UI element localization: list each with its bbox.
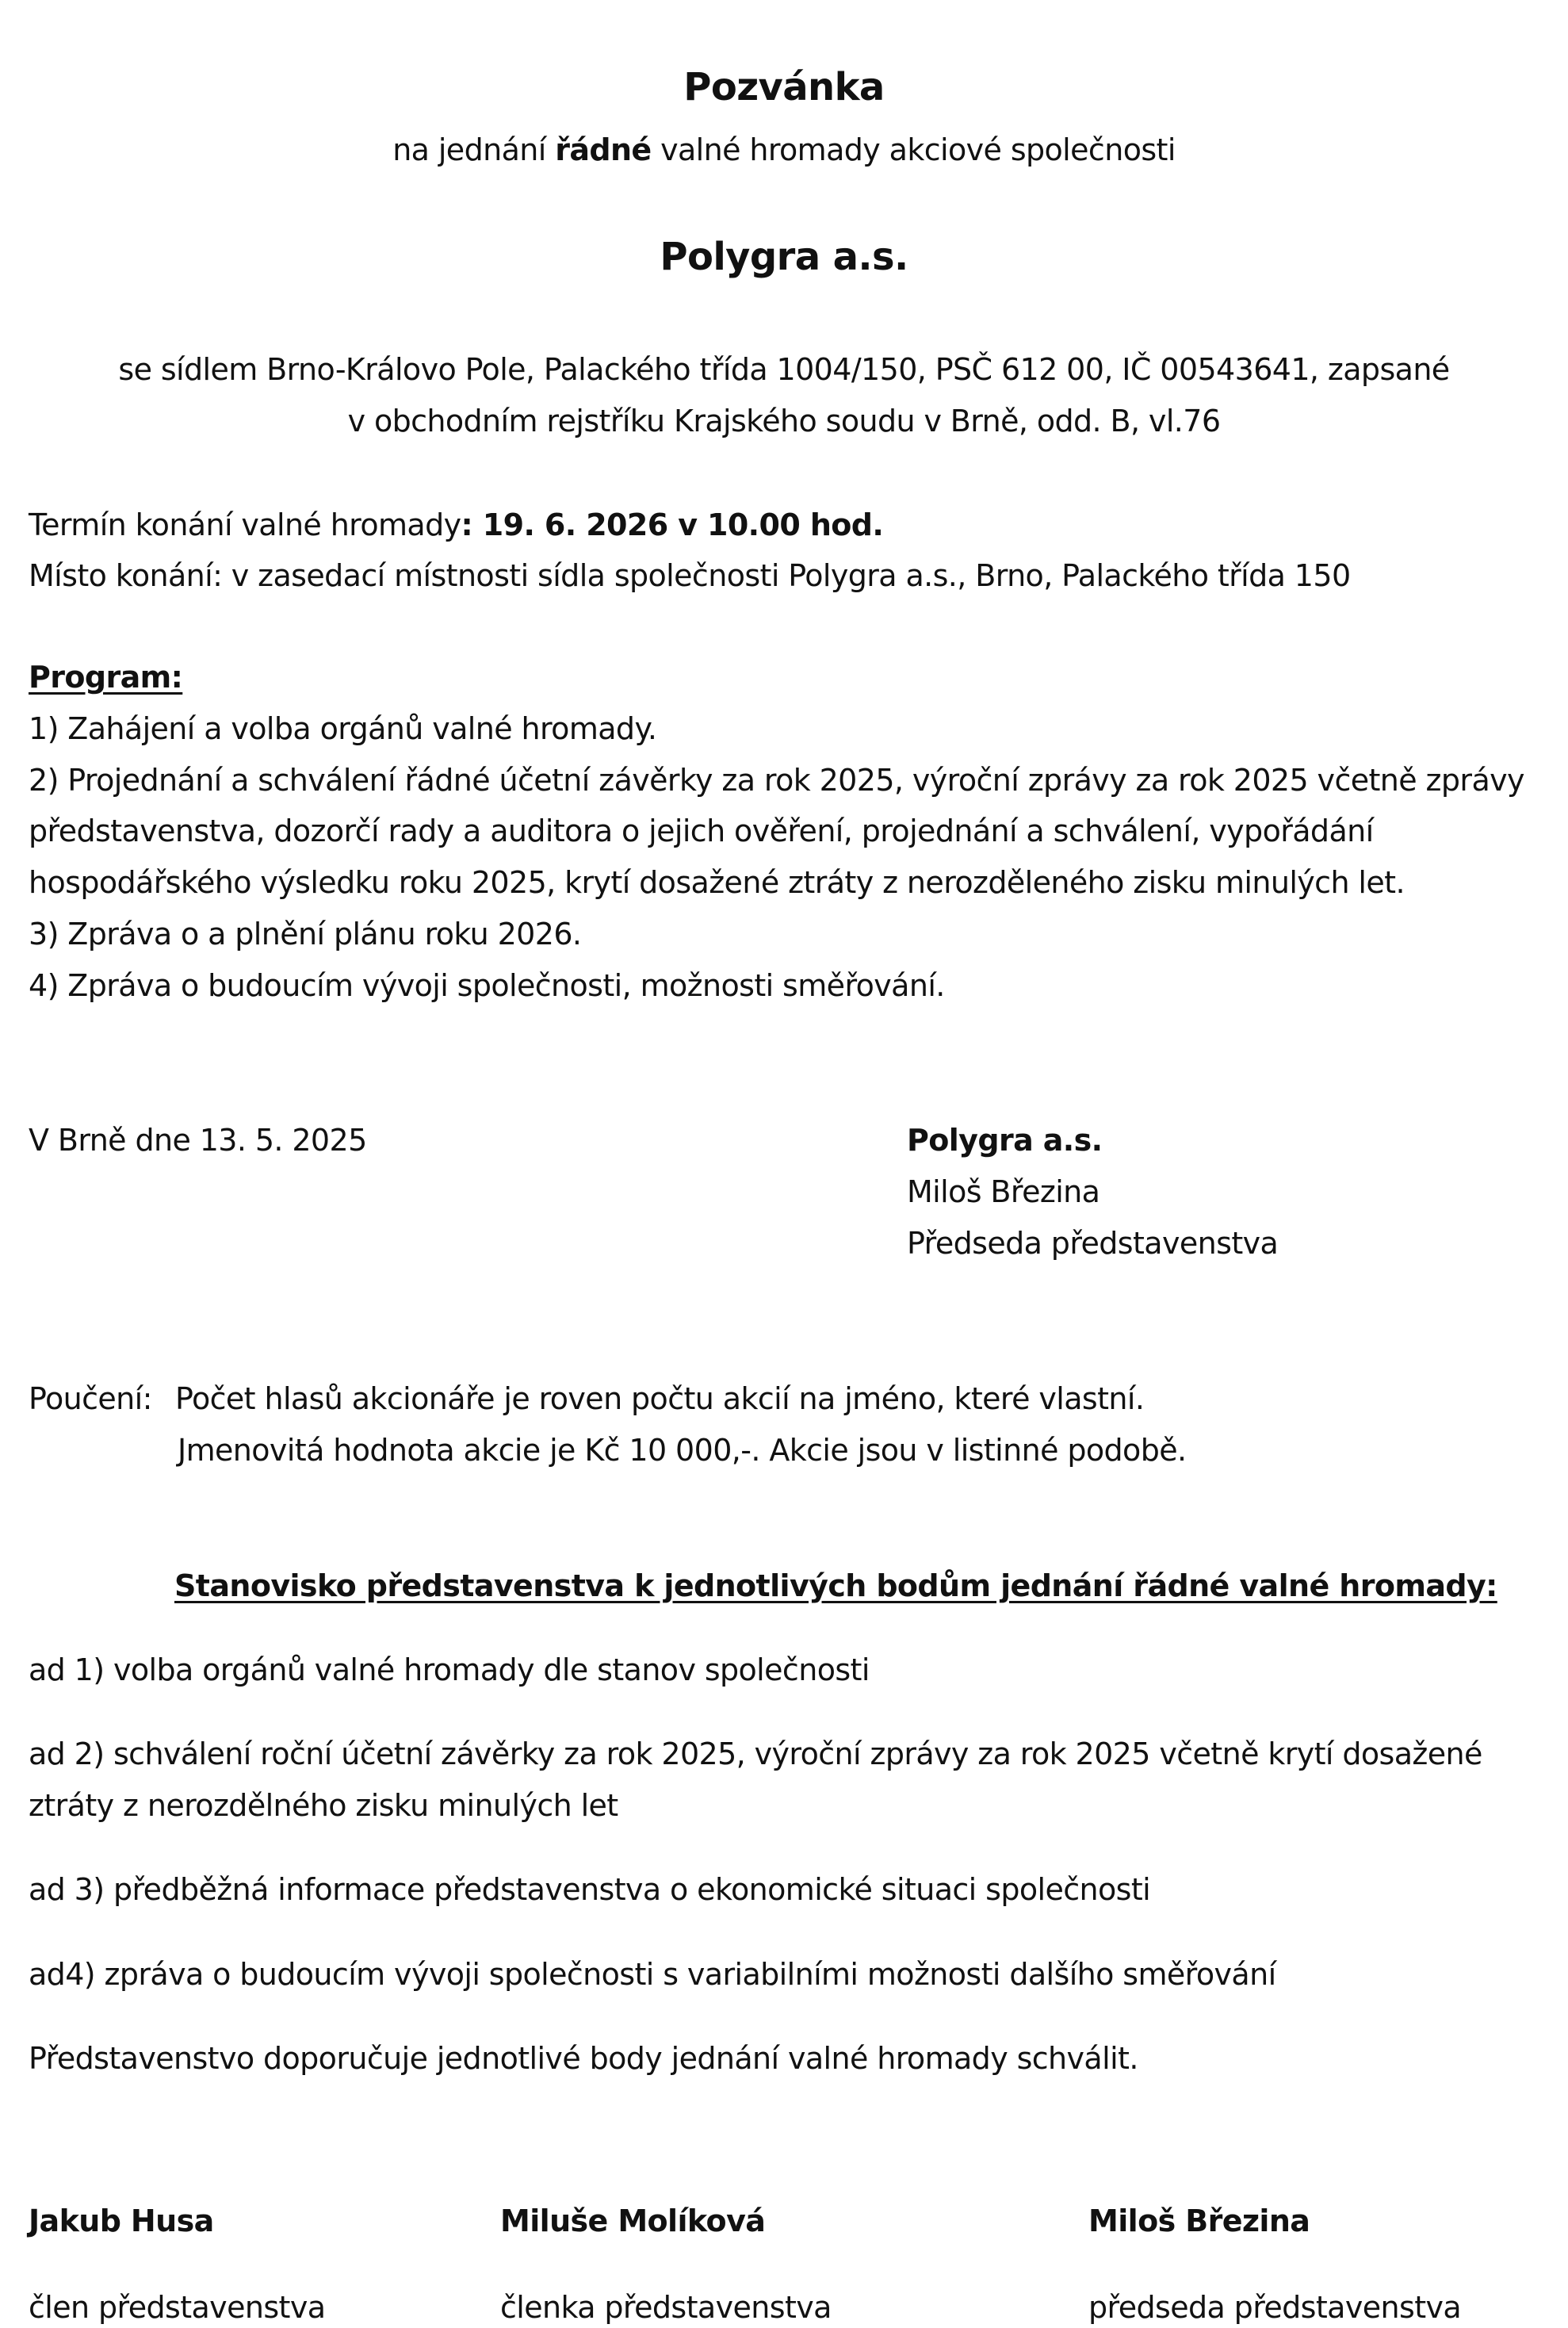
board-member-role: předseda představenstva	[1088, 2290, 1462, 2325]
program-line: představenstva, dozorčí rady a auditora o jejich ověření, projednání a schválení, vypořádání	[29, 814, 1374, 848]
board-member-name: Miloš Březina	[1088, 2204, 1310, 2238]
signature-name: Miloš Březina	[907, 1174, 1100, 1209]
signature-company: Polygra a.s.	[907, 1123, 1103, 1158]
subtitle-pre: na jednání	[392, 132, 556, 167]
statement-ad2-line2: ztráty z nerozdělného zisku minulých let	[29, 1788, 618, 1823]
program-line: 2) Projednání a schválení řádné účetní závěrky za rok 2025, výroční zprávy za rok 2025 včetně zprávy	[29, 763, 1524, 798]
meeting-date	[29, 506, 883, 544]
meeting-place: Místo konání: v zasedací místnosti sídla společnosti Polygra a.s., Brno, Palackého třída 150	[29, 558, 1351, 593]
statement-ad3: ad 3) předběžná informace představenstva o ekonomické situaci společnosti	[29, 1872, 1151, 1907]
program-line: hospodářského výsledku roku 2025, krytí dosažené ztráty z nerozděleného zisku minulých let.	[29, 865, 1405, 900]
statement-ad1: ad 1) volba orgánů valné hromady dle stanov společnosti	[29, 1652, 870, 1687]
signature-role: Předseda představenstva	[907, 1226, 1279, 1261]
statement-ad4: ad4) zpráva o budoucím vývoji společnosti s variabilními možnosti dalšího směřování	[29, 1957, 1276, 1992]
statement-recommendation: Představenstvo doporučuje jednotlivé body jednání valné hromady schválit.	[29, 2041, 1138, 2076]
statement-ad2-line1: ad 2) schválení roční účetní závěrky za rok 2025, výroční zprávy za rok 2025 včetně krytí dosažené	[29, 1736, 1482, 1771]
notice-line2: Jmenovitá hodnota akcie je Kč 10 000,-. Akcie jsou v listinné podobě.	[178, 1433, 1187, 1468]
notice-line1: Počet hlasů akcionáře je roven počtu akcií na jméno, které vlastní.	[175, 1381, 1145, 1416]
program-line: 4) Zpráva o budoucím vývoji společnosti, možnosti směřování.	[29, 968, 945, 1003]
document-title: Pozvánka	[683, 65, 885, 109]
subtitle-post: valné hromady akciové společnosti	[651, 132, 1176, 167]
place-date: V Brně dne 13. 5. 2025	[29, 1123, 367, 1158]
program-heading: Program:	[29, 660, 183, 695]
meeting-date-label: Termín konání valné hromady	[29, 507, 461, 542]
program-line: 3) Zpráva o a plnění plánu roku 2026.	[29, 917, 582, 951]
board-member-name: Jakub Husa	[29, 2204, 214, 2238]
company-address-line1: se sídlem Brno-Královo Pole, Palackého třída 1004/150, PSČ 612 00, IČ 00543641, zapsané	[118, 352, 1450, 387]
program-line: 1) Zahájení a volba orgánů valné hromady.	[29, 711, 657, 746]
subtitle-bold: řádné	[555, 132, 652, 167]
notice-label: Poučení:	[29, 1381, 152, 1416]
board-member-role: členka představenstva	[500, 2290, 832, 2325]
document-subtitle	[0, 131, 1568, 169]
board-member-name: Miluše Molíková	[500, 2204, 766, 2238]
meeting-date-value: : 19. 6. 2026 v 10.00 hod.	[461, 507, 884, 542]
statement-heading: Stanovisko představenstva k jednotlivých bodům jednání řádné valné hromady:	[174, 1568, 1497, 1603]
board-member-role: člen představenstva	[29, 2290, 326, 2325]
company-address-line2: v obchodním rejstříku Krajského soudu v Brně, odd. B, vl.76	[347, 404, 1221, 438]
company-name: Polygra a.s.	[660, 235, 908, 279]
